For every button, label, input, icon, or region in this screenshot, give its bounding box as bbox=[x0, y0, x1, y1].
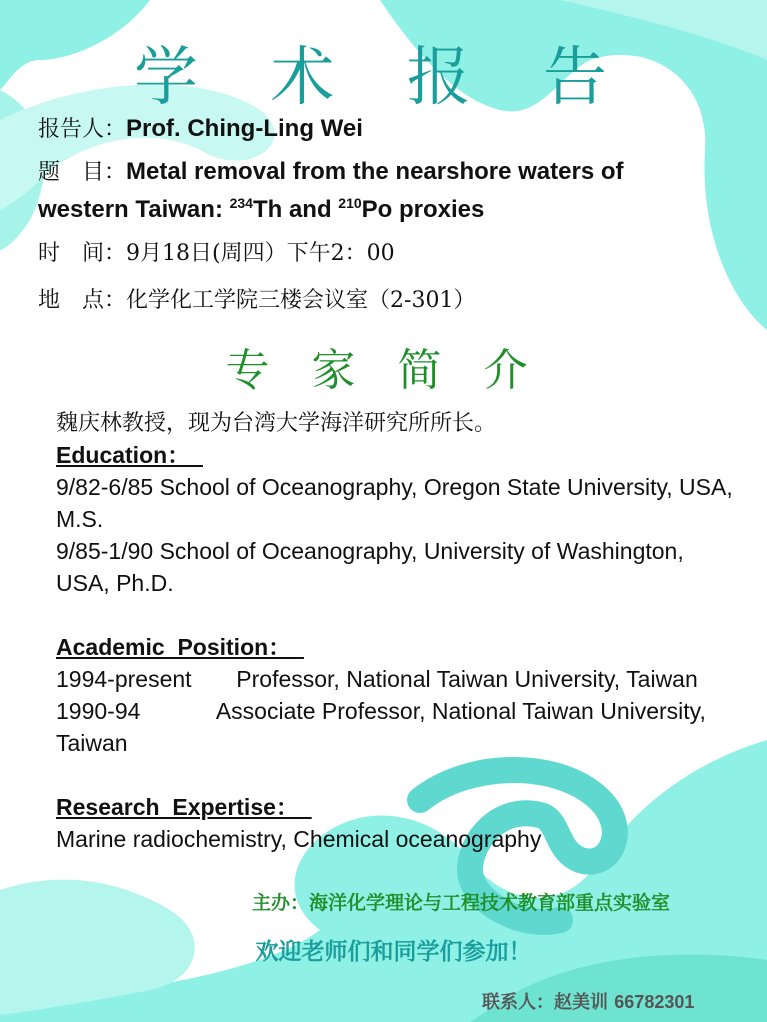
topic-line bbox=[38, 156, 738, 226]
speaker-line bbox=[38, 112, 363, 143]
topic-line2 bbox=[38, 196, 484, 223]
speaker-label: 报告人： bbox=[38, 117, 127, 142]
education-item: 9/82-6/85 School of Oceanography, Oregon State University, USA, M.S. bbox=[56, 474, 733, 532]
time-line bbox=[38, 236, 395, 267]
topic-post: Po proxies bbox=[361, 196, 485, 223]
place-value: 化学化工学院三楼会议室（2-301） bbox=[126, 288, 476, 313]
topic-sup-210: 210 bbox=[338, 195, 362, 211]
place-label: 地 点： bbox=[38, 288, 127, 313]
topic-label: 题 目： bbox=[38, 160, 127, 185]
topic-line2-pre: western Taiwan: bbox=[38, 196, 230, 223]
academic-heading: Academic Position： bbox=[56, 634, 304, 660]
welcome-text: 欢迎老师们和同学们参加！ bbox=[255, 938, 532, 965]
bio-intro: 魏庆林教授，现为台湾大学海洋研究所所长。 bbox=[56, 411, 497, 436]
academic-item: 1994-present Professor, National Taiwan University, Taiwan bbox=[56, 666, 698, 692]
expert-intro-heading: 专 家 简 介 bbox=[225, 345, 542, 396]
education-heading: Education： bbox=[56, 442, 203, 468]
topic-line1: Metal removal from the nearshore waters of bbox=[126, 158, 624, 185]
contact-label: 联系人：赵美训 bbox=[482, 992, 615, 1013]
place-line bbox=[38, 283, 475, 314]
time-label: 时 间： bbox=[38, 241, 127, 266]
topic-mid: Th and bbox=[252, 196, 339, 223]
page-title: 学 术 报 告 bbox=[133, 41, 634, 115]
education-item: 9/85-1/90 School of Oceanography, University of Washington, USA, Ph.D. bbox=[56, 538, 684, 596]
speaker-name: Prof. Ching-Ling Wei bbox=[126, 115, 363, 142]
contact-phone: 66782301 bbox=[614, 992, 695, 1012]
sponsor-text: 主办：海洋化学理论与工程技术教育部重点实验室 bbox=[252, 892, 671, 914]
topic-sup-234: 234 bbox=[229, 195, 253, 211]
contact-line bbox=[482, 988, 694, 1014]
academic-item: 1990-94 Associate Professor, National Taiwan University, Taiwan bbox=[56, 698, 712, 756]
time-value: 9月18日(周四）下午2：00 bbox=[126, 241, 395, 266]
research-heading: Research Expertise： bbox=[56, 794, 312, 820]
bio-details bbox=[56, 439, 736, 855]
research-text: Marine radiochemistry, Chemical oceanography bbox=[56, 826, 542, 852]
